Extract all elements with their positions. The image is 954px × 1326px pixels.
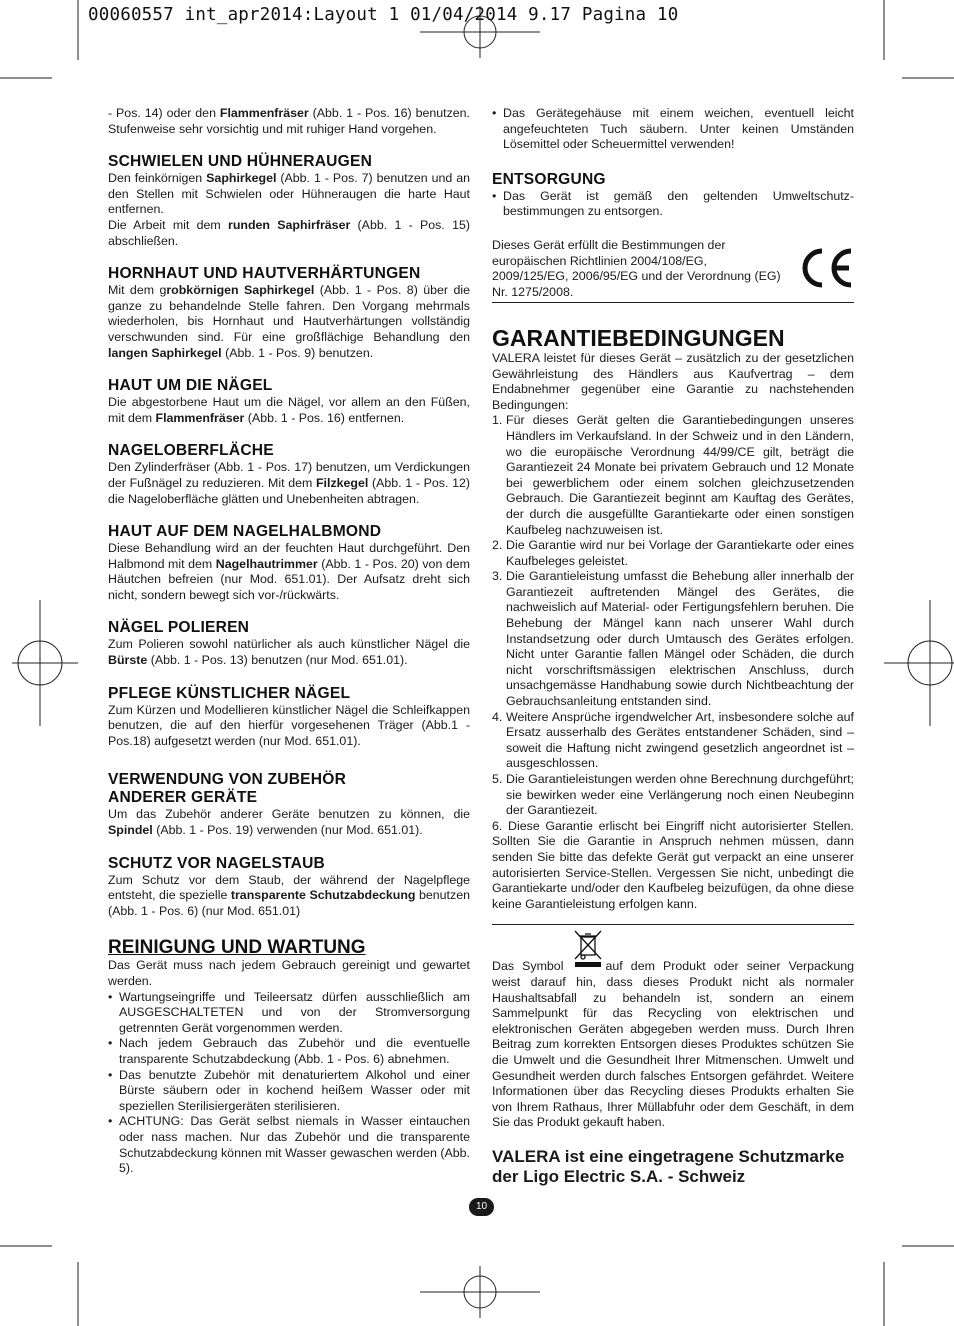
paragraph-zubehoer: Um das Zubehör anderer Geräte benutzen zu können, die Spindel (Abb. 1 - Pos. 19) verwenden (nur Mod. 651.01). xyxy=(108,807,470,838)
list-item: • Das Gerät ist gemäß den geltenden Umweltschutz-bestimmungen zu entsorgen. xyxy=(492,189,854,220)
garantie-list xyxy=(492,413,854,912)
heading-garantie: GARANTIEBEDINGUNGEN xyxy=(492,324,785,351)
trademark-notice: VALERA ist eine eingetragene Schutzmarke der Ligo Electric S.A. - Schweiz xyxy=(492,1146,845,1186)
left-column xyxy=(108,106,470,1177)
divider xyxy=(492,924,854,925)
reinigung-list-continued xyxy=(492,106,854,153)
weee-section xyxy=(492,929,854,1131)
heading-hornhaut: HORNHAUT UND HAUTVERHÄRTUNGEN xyxy=(108,265,421,283)
paragraph-naegel-polieren: Zum Polieren sowohl natürlicher als auch künstlicher Nägel die Bürste (Abb. 1 - Pos. 13) benutzen (nur Mod. 651.01). xyxy=(108,637,470,668)
heading-haut-um-naegel: HAUT UM DIE NÄGEL xyxy=(108,377,273,395)
list-item: • ACHTUNG: Das Gerät selbst niemals in Wasser eintauchen oder nass machen. Nur das Zubehör und die transparente Schutzabdeckung können mit Wasser gewaschen werden (Abb. 5). xyxy=(108,1114,470,1176)
print-slug-header: 00060557 int_apr2014:Layout 1 01/04/2014 9.17 Pagina 10 xyxy=(88,5,679,25)
ce-declaration-text: Dieses Gerät erfüllt die Bestimmungen der europäischen Richtlinien 2004/108/EG, 2009/125/EG, 2006/95/EG und der Verordnung (EG) Nr. 1275/2008. xyxy=(492,237,781,299)
right-column xyxy=(492,106,854,1187)
list-item: 4. Weitere Ansprüche irgendwelcher Art, insbesondere solche auf Ersatz ausserhalb des Gerätes entstandener Schäden, sind – soweit die Haftung nicht zwingend gesetzlich angeordnet ist – ausgeschlossen. xyxy=(492,709,854,771)
heading-zubehoer: VERWENDUNG VON ZUBEHÖR ANDERER GERÄTE xyxy=(108,771,347,807)
list-item: 6. Diese Garantie erlischt bei Eingriff nicht autorisierter Stellen. Sollten Sie die Garantie in Anspruch nehmen müssen, dann senden Sie bitte das defekte Gerät gut verpackt an eine unserer autorisierten Service-Stellen. Vergessen Sie nicht, unbedingt die Garantiekarte und/oder den Kaufbeleg beizufügen, da ohne diese keine Garantieleistung erfolgen kann. xyxy=(492,818,855,911)
entsorgung-list xyxy=(492,189,854,220)
heading-nageloberflaeche: NAGELOBERFLÄCHE xyxy=(108,442,274,460)
paragraph-weee: Das Symbol auf dem Produkt oder seiner Verpackung weist darauf hin, dass dieses Produkt nicht als normaler Haushaltsabfall zu behandeln ist, sondern an einem Sammelpunkt für das Recycling von elektrischen und elektronischen Geräten abgegeben werden muss. Durch Ihren Beitrag zum korrekten Entsorgen dieses Produktes schützen Sie die Umwelt und die Gesundheit Ihrer Mitmenschen. Umwelt und Gesundheit werden durch falsches Entsorgen gefährdet. Weitere Informationen über das Recycling dieses Produkts erhalten Sie von Ihrem Rathaus, Ihrer Müllabfuhr oder dem Geschäft, in dem Sie das Produkt gekauft haben. xyxy=(492,959,855,1130)
heading-naegel-polieren: NÄGEL POLIEREN xyxy=(108,619,250,637)
list-item: 1. Für dieses Gerät gelten die Garantiebedingungen unseres Händlers im Verkaufsland. In der Schweiz und in den Ländern, wo die europäische Verordnung 44/99/CE gilt, beträgt die Garantiezeit 24 Monate bei privatem Gebrauch und 12 Monate bei gewerblichem oder einem solchen gleichzusetzenden Gebrauch. Die Garantiezeit beginnt am Kauftag des Gerätes, der durch die ausgefüllte Garantiekarte oder einen sonstigen Kaufbeleg nachzuweisen ist. xyxy=(492,413,854,537)
paragraph-nagelstaub: Zum Schutz vor dem Staub, der während der Nagelpflege entsteht, die spezielle transparente Schutzabdeckung benutzen (Abb. 1 - Pos. 6) (nur Mod. 651.01) xyxy=(108,872,470,918)
list-item: • Das benutzte Zubehör mit denaturiertem Alkohol und einer Bürste säubern oder in kochend heißem Wasser oder mit speziellen Sterilisiergeräten sterilisieren. xyxy=(108,1068,470,1115)
paragraph-schwielen-1: Den feinkörnigen Saphirkegel (Abb. 1 - Pos. 7) benutzen und an den Stellen mit Schwielen oder Hühneraugen die harte Haut entfernen. xyxy=(108,171,470,217)
paragraph-nagelhalbmond: Diese Behandlung wird an der feuchten Haut durchgeführt. Den Halbmond mit dem Nagelhautrimmer (Abb. 1 - Pos. 20) von dem Häutchen befreien (nur Mod. 651.01). Der Aufsatz dreht sich nicht, sondern bewegt sich vor-/rückwärts. xyxy=(108,541,470,602)
heading-nagelstaub: SCHUTZ VOR NAGELSTAUB xyxy=(108,854,326,872)
heading-schwielen: SCHWIELEN UND HÜHNERAUGEN xyxy=(108,153,373,171)
list-item: 2. Die Garantie wird nur bei Vorlage der Garantiekarte oder eines Kaufbeleges geleistet. xyxy=(492,538,854,568)
intro-paragraph: - Pos. 14) oder den Flammenfräser (Abb. 1 - Pos. 16) benutzen. Stufenweise sehr vorsichtig und mit ruhiger Hand vorgehen. xyxy=(108,106,470,136)
heading-nagelhalbmond: HAUT AUF DEM NAGELHALBMOND xyxy=(108,523,382,541)
list-item: 3. Die Garantieleistung umfasst die Behebung aller innerhalb der Garantiezeit auftretenden Mängel des Gerätes, die nachweislich auf Material- oder Fertigungsfehlern beruhen. Die Behebung der Mängel kann nach unserer Wahl durch Instandsetzung oder durch Umtausch des Gerätes erfolgen. Nicht unter Garantie fallen Mängel oder Schäden, die durch nicht vorschriftsmässigen elektrischen Anschluss, durch unsachgemässe Handhabung sowie durch Nichtbeachtung der Gebrauchsanleitung entstanden sind. xyxy=(492,569,854,709)
ce-mark-icon xyxy=(798,248,854,288)
crossed-out-wheelie-bin-icon xyxy=(572,929,604,967)
reinigung-list xyxy=(108,990,470,1177)
paragraph-schwielen-2: Die Arbeit mit dem runden Saphirfräser (Abb. 1 - Pos. 15) abschließen. xyxy=(108,217,471,248)
heading-entsorgung: ENTSORGUNG xyxy=(492,170,606,188)
paragraph-garantie-intro: VALERA leistet für dieses Gerät – zusätzlich zu der gesetzlichen Gewährleistung des Händlers aus Kaufvertrag – dem Endabnehmer gegenüber eine Garantie zu nachstehenden Bedingungen: xyxy=(492,350,854,412)
paragraph-nageloberflaeche: Den Zylinderfräser (Abb. 1 - Pos. 17) benutzen, um Verdickungen der Fußnägel zu reduzieren. Mit dem Filzkegel (Abb. 1 - Pos. 12) die Nageloberfläche glätten und Unebenheiten abtragen. xyxy=(108,460,471,506)
paragraph-reinigung-intro: Das Gerät muss nach jedem Gebrauch gereinigt und gewartet werden. xyxy=(108,958,470,988)
list-item: 5. Die Garantieleistungen werden ohne Berechnung durchgeführt; sie bewirken weder eine Verlängerung noch einen Neubeginn der Garantiezeit. xyxy=(492,772,854,818)
page-number-badge: 10 xyxy=(469,1198,494,1216)
heading-reinigung: REINIGUNG UND WARTUNG xyxy=(108,937,366,959)
paragraph-hornhaut: Mit dem grobkörnigen Saphirkegel (Abb. 1 - Pos. 8) über die ganze zu behandelnde Stelle fahren. Den Vorgang mehrmals wiederholen, bis Hornhaut und Hautverhärtungen vollständig verschwunden sind. Für eine großflächige Behandlung den langen Saphirkegel (Abb. 1 - Pos. 9) benutzen. xyxy=(108,283,470,360)
ce-declaration-box xyxy=(492,238,854,303)
list-item: • Wartungseingriffe und Teileersatz dürfen ausschließlich am AUSGESCHALTETEN und von der Stromversorgung getrennten Gerät vorgenommen werden. xyxy=(108,990,470,1037)
paragraph-haut-um-naegel: Die abgestorbene Haut um die Nägel, vor allem an den Füßen, mit dem Flammenfräser (Abb. 1 - Pos. 16) entfernen. xyxy=(108,395,470,425)
list-item: • Nach jedem Gebrauch das Zubehör und die eventuelle transparente Schutzabdeckung (Abb. 1 - Pos. 6) abnehmen. xyxy=(108,1036,470,1067)
heading-kuenstliche-naegel: PFLEGE KÜNSTLICHER NÄGEL xyxy=(108,684,351,702)
paragraph-kuenstliche-naegel: Zum Kürzen und Modellieren künstlicher Nägel die Schleifkappen benutzen, die auf den hierfür vorgesehenen Träger (Abb.1 - Pos.18) aufgesetzt werden (nur Mod. 651.01). xyxy=(108,702,470,748)
list-item: • Das Gerätegehäuse mit einem weichen, eventuell leicht angefeuchteten Tuch säubern. Unter keinen Umständen Lösemittel oder Scheuermittel verwenden! xyxy=(492,106,854,153)
